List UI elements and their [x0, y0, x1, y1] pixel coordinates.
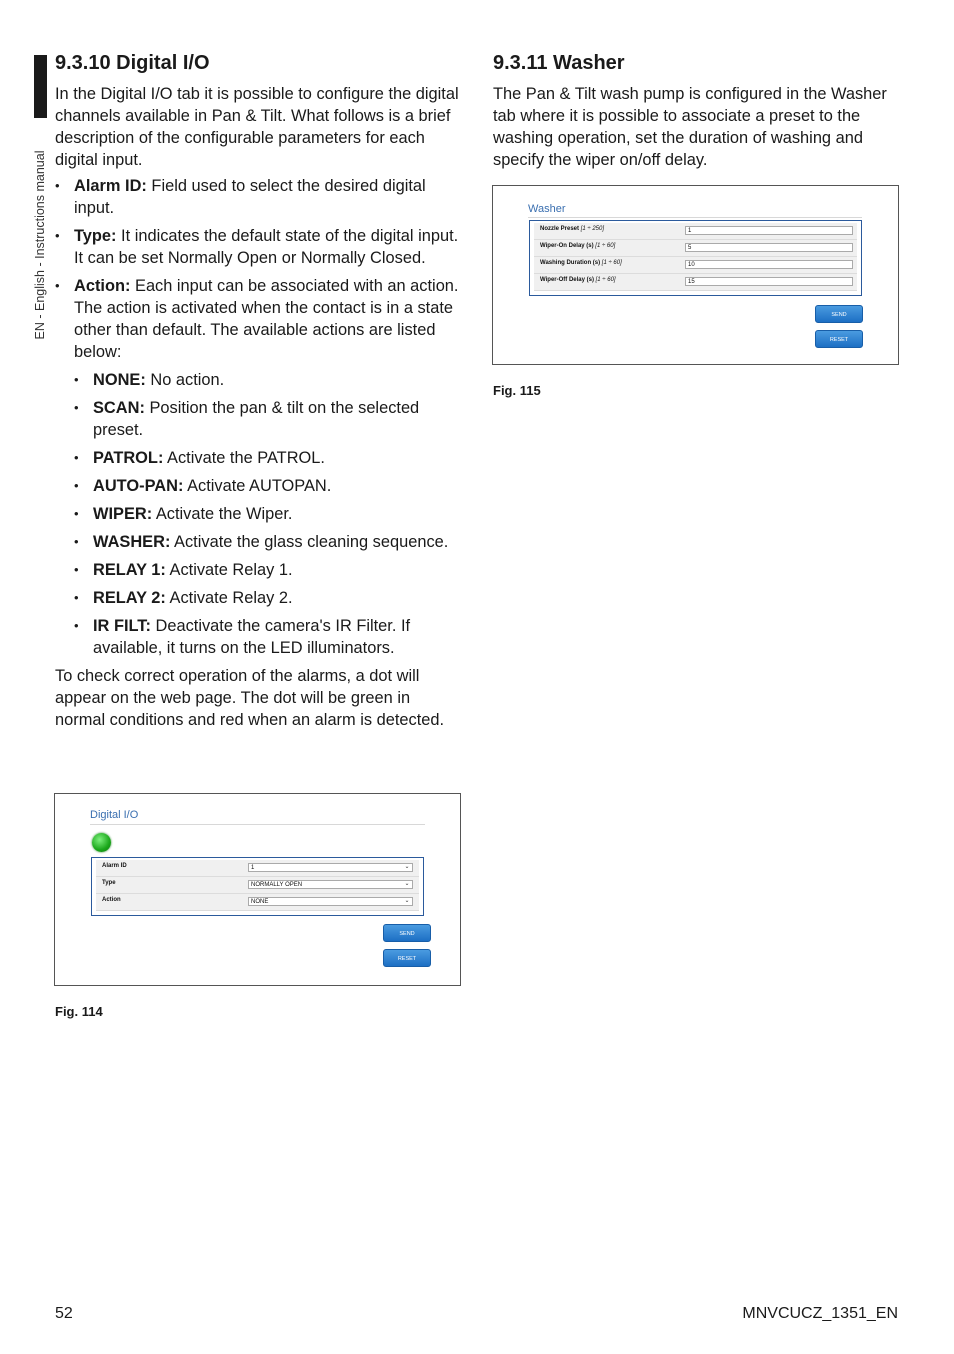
- figure-caption: Fig. 114: [55, 1004, 103, 1019]
- figure-caption: Fig. 115: [493, 383, 541, 398]
- figure-digital-io: [54, 793, 461, 986]
- washer-intro: The Pan & Tilt wash pump is configured in the Washer tab where it is possible to associate a preset to the washing operation, set the duration of washing and specify the wiper on/off delay.: [493, 85, 887, 169]
- list-item: • SCAN: Position the pan & tilt on the selected preset.: [74, 397, 460, 441]
- title-divider: [528, 217, 862, 218]
- list-item: • IR FILT: Deactivate the camera's IR Filter. If available, it turns on the LED illuminators.: [74, 615, 460, 659]
- list-item: • Type: It indicates the default state of the digital input. It can be set Normally Open or Normally Closed.: [55, 225, 460, 269]
- list-item: • NONE: No action.: [74, 369, 460, 391]
- row-label: Type: [102, 880, 116, 886]
- list-item: • RELAY 2: Activate Relay 2.: [74, 587, 460, 609]
- reset-button[interactable]: RESET: [815, 330, 863, 348]
- table-row: [534, 240, 857, 257]
- list-item: • RELAY 1: Activate Relay 1.: [74, 559, 460, 581]
- list-item: • WASHER: Activate the glass cleaning sequence.: [74, 531, 460, 553]
- row-label: Action: [102, 897, 121, 903]
- document-code: MNVCUCZ_1351_EN: [742, 1305, 898, 1322]
- action-list: [74, 369, 460, 659]
- list-item: • PATROL: Activate the PATROL.: [74, 447, 460, 469]
- nozzle-preset-input[interactable]: 1: [685, 226, 853, 235]
- panel-title: Digital I/O: [90, 809, 139, 821]
- right-column: [493, 52, 899, 171]
- digital-io-intro: In the Digital I/O tab it is possible to configure the digital channels available in Pan & Tilt. What follows is a brief description of the configurable parameters for each digital input.: [55, 85, 459, 169]
- table-row: [96, 877, 419, 894]
- table-row: [96, 894, 419, 911]
- row-label: Nozzle Preset [1 ÷ 250]: [540, 226, 604, 232]
- side-label: EN - English - Instructions manual: [33, 150, 47, 340]
- chevron-down-icon: ⌄: [404, 881, 410, 887]
- side-marker-bar: [34, 55, 47, 118]
- left-column: [55, 52, 460, 731]
- title-divider: [90, 824, 425, 825]
- row-label: Washing Duration (s) [1 ÷ 60]: [540, 260, 622, 266]
- type-select[interactable]: NORMALLY OPEN ⌄: [248, 880, 413, 889]
- wiper-on-delay-input[interactable]: 5: [685, 243, 853, 252]
- list-item: • Action: Each input can be associated with an action. The action is activated when the contact is in a state other than default. The available actions are listed below: • NONE: No action. • SCAN: Position the pan & tilt on the selected preset. • PATROL: Activate the PATROL. • AUTO-PAN: Activate AUTOPAN. • WIPER: Activate the Wiper. • WASHER: Activate the glass cleaning sequence. • RELAY 1: Activate Relay 1. • RELAY 2: Activate Relay 2. • IR FILT: Deactivate the camera's IR Filter. If available, it turns on the LED illuminators.: [55, 275, 460, 659]
- table-row: [96, 860, 419, 877]
- wiper-off-delay-input[interactable]: 15: [685, 277, 853, 286]
- figure-washer: [492, 185, 899, 365]
- alarm-id-select[interactable]: 1 ⌄: [248, 863, 413, 872]
- send-button[interactable]: SEND: [383, 924, 431, 942]
- status-dot-icon: [92, 833, 111, 852]
- parameter-list: [55, 175, 460, 659]
- row-label: Wiper-On Delay (s) [1 ÷ 60]: [540, 243, 616, 249]
- section-heading-digital-io: 9.3.10 Digital I/O: [55, 52, 210, 74]
- washer-table: [529, 220, 862, 296]
- list-item: • Alarm ID: Field used to select the desired digital input.: [55, 175, 460, 219]
- reset-button[interactable]: RESET: [383, 949, 431, 967]
- chevron-down-icon: ⌄: [404, 864, 410, 870]
- chevron-down-icon: ⌄: [404, 898, 410, 904]
- action-select[interactable]: NONE ⌄: [248, 897, 413, 906]
- list-item: • WIPER: Activate the Wiper.: [74, 503, 460, 525]
- page-number: 52: [55, 1305, 73, 1322]
- panel-title: Washer: [528, 203, 566, 215]
- table-row: [534, 257, 857, 274]
- row-label: Alarm ID: [102, 863, 127, 869]
- section-heading-washer: 9.3.11 Washer: [493, 52, 625, 74]
- digital-io-table: [91, 857, 424, 916]
- send-button[interactable]: SEND: [815, 305, 863, 323]
- list-item: • AUTO-PAN: Activate AUTOPAN.: [74, 475, 460, 497]
- table-row: [534, 223, 857, 240]
- row-label: Wiper-Off Delay (s) [1 ÷ 60]: [540, 277, 616, 283]
- washing-duration-input[interactable]: 10: [685, 260, 853, 269]
- table-row: [534, 274, 857, 291]
- alarm-dot-note: To check correct operation of the alarms, a dot will appear on the web page. The dot will be green in normal conditions and red when an alarm is detected.: [55, 667, 445, 729]
